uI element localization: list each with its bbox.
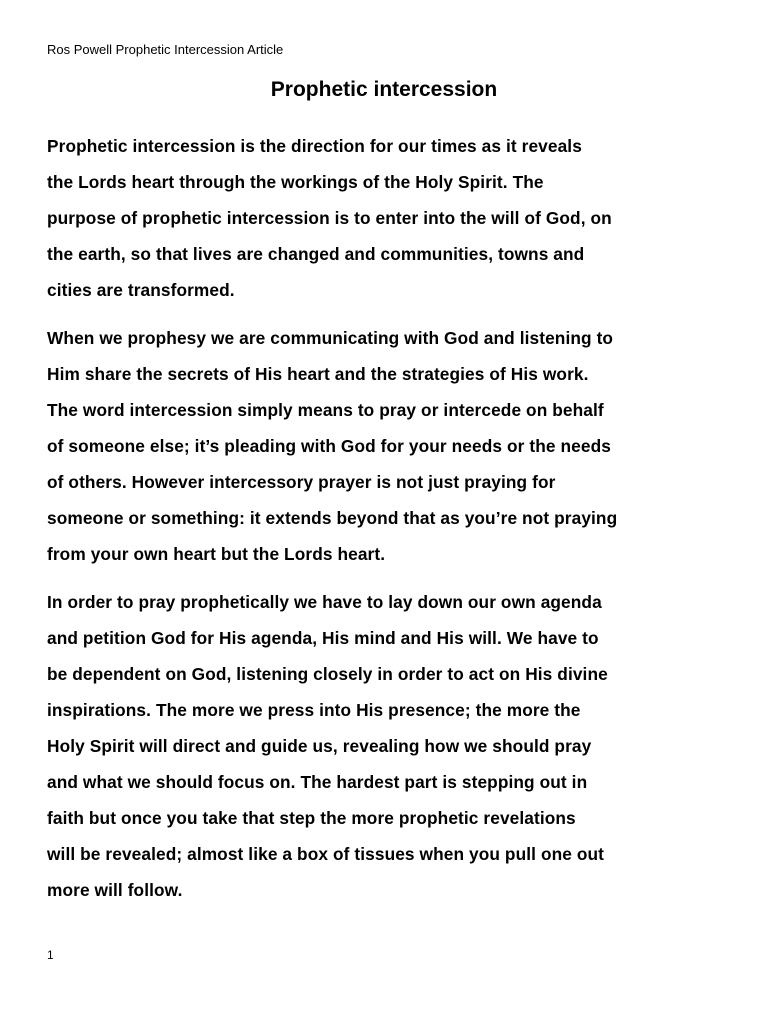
document-body	[47, 128, 727, 920]
paragraph-line: The word intercession simply means to pray or intercede on behalf	[47, 400, 604, 420]
paragraph-line: Holy Spirit will direct and guide us, revealing how we should pray	[47, 736, 592, 756]
page-header: Ros Powell Prophetic Intercession Article	[47, 42, 284, 57]
paragraph-1	[47, 128, 727, 308]
paragraph-line: someone or something: it extends beyond that as you’re not praying	[47, 508, 618, 528]
paragraph-line: and petition God for His agenda, His mind and His will. We have to	[47, 628, 599, 648]
paragraph-line: Him share the secrets of His heart and the strategies of His work.	[47, 364, 589, 384]
paragraph-line: faith but once you take that step the more prophetic revelations	[47, 808, 576, 828]
paragraph-line: and what we should focus on. The hardest part is stepping out in	[47, 772, 588, 792]
paragraph-line: the earth, so that lives are changed and communities, towns and	[47, 244, 585, 264]
paragraph-line: Prophetic intercession is the direction for our times as it reveals	[47, 136, 582, 156]
document-title: Prophetic intercession	[270, 78, 498, 101]
page-number: 1	[47, 948, 54, 962]
paragraph-line: the Lords heart through the workings of the Holy Spirit. The	[47, 172, 544, 192]
paragraph-line: of others. However intercessory prayer is not just praying for	[47, 472, 556, 492]
paragraph-line: of someone else; it’s pleading with God for your needs or the needs	[47, 436, 611, 456]
paragraph-line: cities are transformed.	[47, 280, 235, 300]
paragraph-line: In order to pray prophetically we have to lay down our own agenda	[47, 592, 602, 612]
paragraph-line: will be revealed; almost like a box of tissues when you pull one out	[47, 844, 605, 864]
paragraph-2	[47, 320, 727, 572]
paragraph-3	[47, 584, 727, 908]
paragraph-line: purpose of prophetic intercession is to enter into the will of God, on	[47, 208, 612, 228]
paragraph-line: from your own heart but the Lords heart.	[47, 544, 386, 564]
paragraph-line: more will follow.	[47, 880, 183, 900]
paragraph-line: be dependent on God, listening closely in order to act on His divine	[47, 664, 608, 684]
paragraph-line: inspirations. The more we press into His presence; the more the	[47, 700, 581, 720]
paragraph-line: When we prophesy we are communicating with God and listening to	[47, 328, 614, 348]
